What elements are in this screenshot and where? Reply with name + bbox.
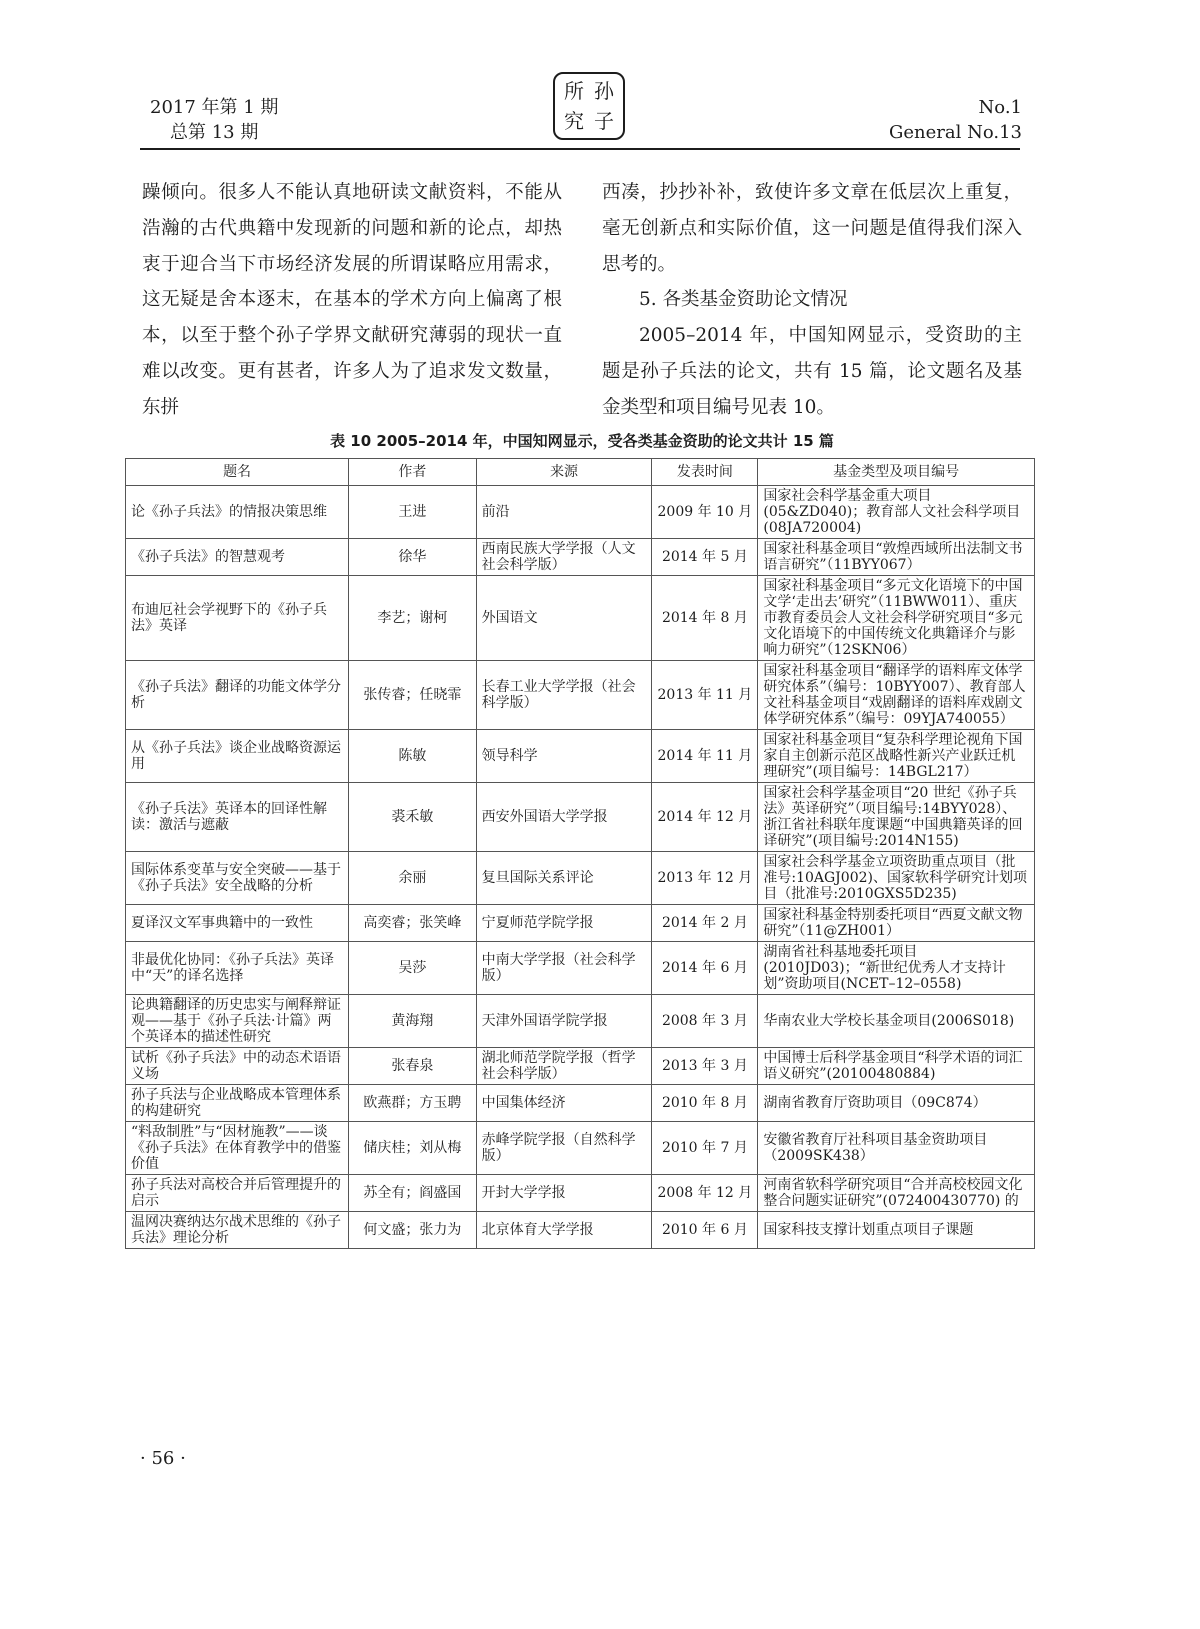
cell-author: 陈敏 [349,730,477,783]
cell-author: 王进 [349,486,477,539]
cell-date: 2010 年 8 月 [652,1085,758,1122]
cell-date: 2014 年 12 月 [652,783,758,852]
cell-title: 孙子兵法对高校合并后管理提升的启示 [126,1175,349,1212]
cell-date: 2013 年 12 月 [652,852,758,905]
cell-author: 高奕睿；张笑峰 [349,905,477,942]
cell-fund: 国家科技支撑计划重点项目子课题 [758,1212,1035,1249]
page-number: · 56 · [140,1448,186,1469]
cell-author: 裘禾敏 [349,783,477,852]
table-row [126,730,1035,783]
cell-date: 2009 年 10 月 [652,486,758,539]
cell-fund: 国家社科基金项目“翻译学的语料库文体学研究体系”（编号：10BYY007）、教育部人文社科基金项目“戏剧翻译的语料库戏剧文体学研究体系”（编号：09YJA740055） [758,661,1035,730]
cell-date: 2013 年 11 月 [652,661,758,730]
cell-date: 2008 年 12 月 [652,1175,758,1212]
cell-fund: 国家社科基金特别委托项目“西夏文献文物研究”（11@ZH001） [758,905,1035,942]
cell-fund: 国家社科基金项目“复杂科学理论视角下国家自主创新示范区战略性新兴产业跃迁机理研究”(项目编号：14BGL217） [758,730,1035,783]
cell-source: 西南民族大学学报（人文社会科学版） [476,539,652,576]
header-date: 发表时间 [652,459,758,486]
cell-source: 领导科学 [476,730,652,783]
table-row [126,905,1035,942]
cell-fund: 国家社会科学基金立项资助重点项目（批准号:10AGJ002)、国家软科学研究计划项目（批准号:2010GXS5D235) [758,852,1035,905]
header-divider [140,148,1020,150]
paragraph: 西凑，抄抄补补，致使许多文章在低层次上重复，毫无创新点和实际价值，这一问题是值得我们深入思考的。 [602,182,1022,275]
table-header-row [126,459,1035,486]
cell-source: 湖北师范学院学报（哲学社会科学版） [476,1048,652,1085]
table-caption: 表 10 2005–2014 年，中国知网显示，受各类基金资助的论文共计 15 篇 [330,432,834,450]
cell-source: 前沿 [476,486,652,539]
cell-fund: 国家社科基金项目“多元文化语境下的中国文学‘走出去’研究”（11BWW011）、重庆市教育委员会人文社会科学研究项目“多元文化语境下的中国传统文化典籍译介与影响力研究”（12SKN06） [758,576,1035,661]
cell-date: 2008 年 3 月 [652,995,758,1048]
cell-title: 布迪厄社会学视野下的《孙子兵法》英译 [126,576,349,661]
header-source: 来源 [476,459,652,486]
table-row [126,576,1035,661]
cell-title: 温网决赛纳达尔战术思维的《孙子兵法》理论分析 [126,1212,349,1249]
cell-source: 开封大学学报 [476,1175,652,1212]
header-title: 题名 [126,459,349,486]
cell-source: 复旦国际关系评论 [476,852,652,905]
cell-date: 2010 年 7 月 [652,1122,758,1175]
cell-fund: 华南农业大学校长基金项目(2006S018) [758,995,1035,1048]
cell-source: 西安外国语大学学报 [476,783,652,852]
cell-title: 《孙子兵法》的智慧观考 [126,539,349,576]
section-heading: 5. 各类基金资助论文情况 [639,289,848,311]
cell-author: 黄海翔 [349,995,477,1048]
cell-title: 试析《孙子兵法》中的动态术语语义场 [126,1048,349,1085]
cell-source: 外国语文 [476,576,652,661]
left-column [142,175,562,426]
cell-author: 何文盛；张力为 [349,1212,477,1249]
cell-source: 赤峰学院学报（自然科学版） [476,1122,652,1175]
cell-fund: 国家社科基金项目“敦煌西域所出法制文书语言研究”（11BYY067） [758,539,1035,576]
total-issue-cn: 总第 13 期 [170,122,259,143]
cell-title: “料敌制胜”与“因材施教”——谈《孙子兵法》在体育教学中的借鉴价值 [126,1122,349,1175]
paragraph: 躁倾向。很多人不能认真地研读文献资料，不能从浩瀚的古代典籍中发现新的问题和新的论点，却热衷于迎合当下市场经济发展的所谓谋略应用需求，这无疑是舍本逐末，在基本的学术方向上偏离了根本，以至于整个孙子学界文献研究薄弱的现状一直难以改变。更有甚者，许多人为了追求发文数量，东拼 [142,182,562,418]
cell-date: 2014 年 5 月 [652,539,758,576]
cell-title: 从《孙子兵法》谈企业战略资源运用 [126,730,349,783]
issue-en: No.1 [978,97,1022,118]
cell-source: 天津外国语学院学报 [476,995,652,1048]
cell-date: 2014 年 8 月 [652,576,758,661]
total-issue-en: General No.13 [889,122,1022,143]
journal-issue [150,95,278,145]
table-row [126,539,1035,576]
cell-fund: 安徽省教育厅社科项目基金资助项目（2009SK438） [758,1122,1035,1175]
cell-source: 北京体育大学学报 [476,1212,652,1249]
cell-author: 徐华 [349,539,477,576]
cell-date: 2010 年 6 月 [652,1212,758,1249]
logo-char: 所 [564,79,584,103]
table-row [126,942,1035,995]
journal-issue-en [889,95,1022,145]
cell-date: 2013 年 3 月 [652,1048,758,1085]
cell-source: 中南大学学报（社会科学版） [476,942,652,995]
cell-date: 2014 年 2 月 [652,905,758,942]
cell-date: 2014 年 6 月 [652,942,758,995]
cell-author: 吴莎 [349,942,477,995]
cell-title: 论典籍翻译的历史忠实与阐释辩证观——基于《孙子兵法·计篇》两个英译本的描述性研究 [126,995,349,1048]
cell-title: 《孙子兵法》翻译的功能文体学分析 [126,661,349,730]
table-row [126,1212,1035,1249]
header-author: 作者 [349,459,477,486]
cell-author: 储庆桂；刘从梅 [349,1122,477,1175]
cell-author: 欧燕群；方玉聘 [349,1085,477,1122]
body-text [142,175,1022,426]
cell-source: 中国集体经济 [476,1085,652,1122]
logo-char: 子 [594,109,614,133]
table-row [126,486,1035,539]
cell-date: 2014 年 11 月 [652,730,758,783]
right-column [602,175,1022,426]
cell-author: 张传睿；任晓霏 [349,661,477,730]
cell-source: 长春工业大学学报（社会科学版） [476,661,652,730]
cell-fund: 中国博士后科学基金项目“科学术语的词汇语义研究”(20100480884) [758,1048,1035,1085]
paragraph: 2005–2014 年，中国知网显示，受资助的主题是孙子兵法的论文，共有 15 篇，论文题名及基金类型和项目编号见表 10。 [602,325,1022,418]
table-row [126,783,1035,852]
issue-cn: 2017 年第 1 期 [150,97,279,118]
header-fund: 基金类型及项目编号 [758,459,1035,486]
table-row [126,1175,1035,1212]
cell-title: 《孙子兵法》英译本的回译性解读：激活与遮蔽 [126,783,349,852]
cell-title: 论《孙子兵法》的情报决策思维 [126,486,349,539]
logo-char: 究 [564,109,584,133]
table-row [126,661,1035,730]
cell-title: 国际体系变革与安全突破——基于《孙子兵法》安全战略的分析 [126,852,349,905]
logo-char: 孙 [594,79,614,103]
table-row [126,1085,1035,1122]
cell-source: 宁夏师范学院学报 [476,905,652,942]
cell-fund: 国家社会科学基金项目“20 世纪《孙子兵法》英译研究”（项目编号:14BYY028）、浙江省社科联年度课题“中国典籍英译的回译研究”(项目编号:2014N155) [758,783,1035,852]
cell-title: 孙子兵法与企业战略成本管理体系的构建研究 [126,1085,349,1122]
table-row [126,995,1035,1048]
table-row [126,852,1035,905]
cell-author: 李艺；谢柯 [349,576,477,661]
cell-fund: 国家社会科学基金重大项目(05&ZD040)；教育部人文社会科学项目(08JA720004) [758,486,1035,539]
funded-papers-table [125,458,1035,1249]
table-body [126,486,1035,1249]
cell-author: 余丽 [349,852,477,905]
cell-fund: 河南省软科学研究项目“合并高校校园文化整合问题实证研究”(072400430770) 的 [758,1175,1035,1212]
table-row [126,1122,1035,1175]
cell-fund: 湖南省社科基地委托项目(2010JD03)；“新世纪优秀人才支持计划”资助项目(NCET–12–0558) [758,942,1035,995]
cell-title: 非最优化协同：《孙子兵法》英译中“天”的译名选择 [126,942,349,995]
journal-logo [553,72,625,140]
cell-fund: 湖南省教育厅资助项目（09C874） [758,1085,1035,1122]
cell-title: 夏译汉文军事典籍中的一致性 [126,905,349,942]
table-row [126,1048,1035,1085]
cell-author: 张春泉 [349,1048,477,1085]
cell-author: 苏全有；阎盛国 [349,1175,477,1212]
